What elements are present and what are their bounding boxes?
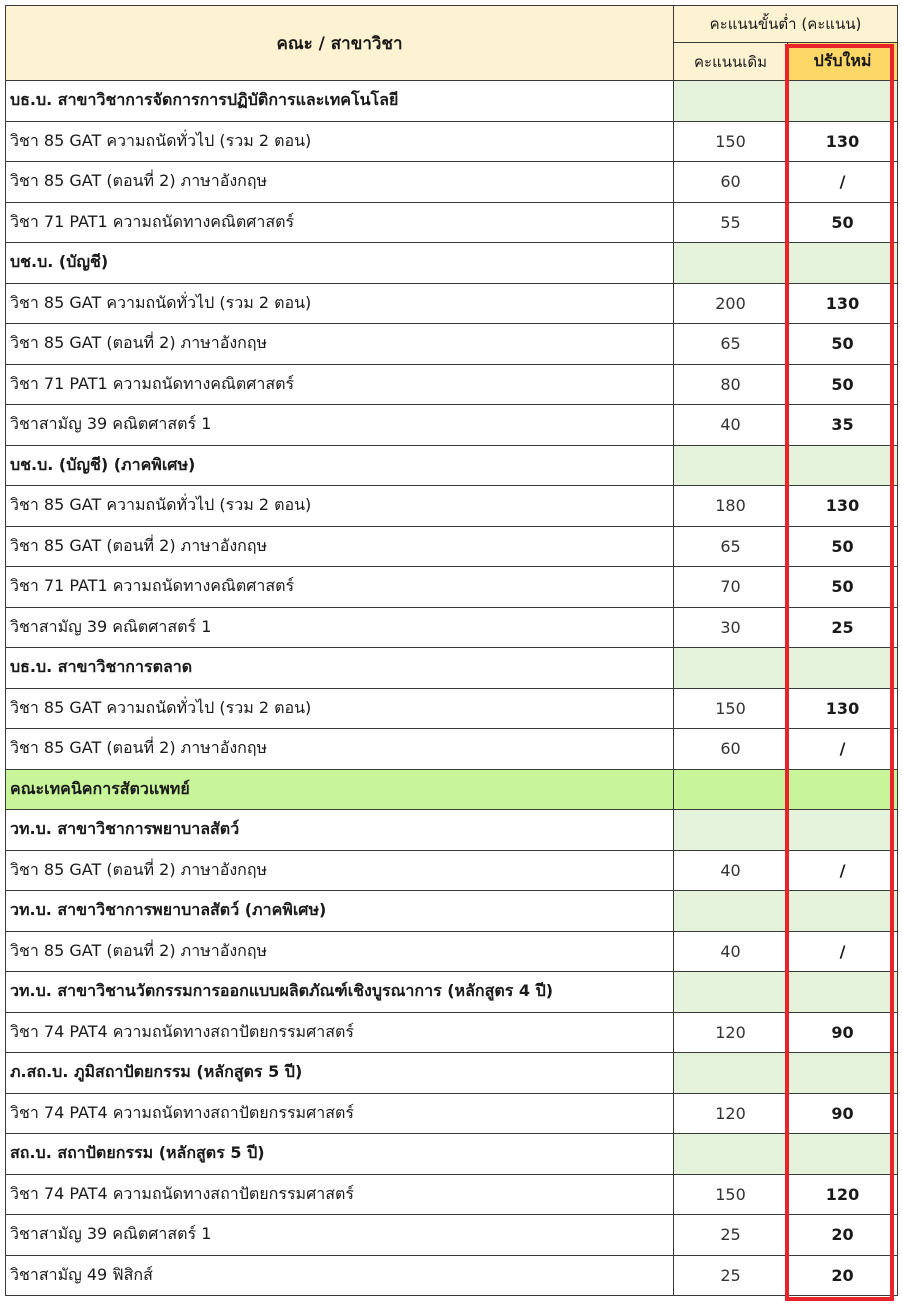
program-label: บธ.บ. สาขาวิชาการตลาด — [6, 648, 674, 689]
new-score-cell: / — [788, 850, 898, 891]
subject-label: วิชาสามัญ 39 คณิตศาสตร์ 1 — [6, 405, 674, 446]
program-label: สถ.บ. สถาปัตยกรรม (หลักสูตร 5 ปี) — [6, 1134, 674, 1175]
empty-new-cell — [788, 243, 898, 284]
old-score-cell: 65 — [674, 324, 788, 365]
faculty-label: คณะเทคนิคการสัตวแพทย์ — [6, 769, 674, 810]
empty-new-cell — [788, 648, 898, 689]
empty-new-cell — [788, 891, 898, 932]
table-row — [6, 931, 898, 972]
subject-label: วิชา 85 GAT (ตอนที่ 2) ภาษาอังกฤษ — [6, 931, 674, 972]
new-score-cell: 50 — [788, 364, 898, 405]
empty-new-cell — [788, 769, 898, 810]
table-row — [6, 567, 898, 608]
subject-label: วิชาสามัญ 39 คณิตศาสตร์ 1 — [6, 607, 674, 648]
faculty-row — [6, 769, 898, 810]
old-score-cell: 150 — [674, 121, 788, 162]
table-row — [6, 162, 898, 203]
section-row — [6, 972, 898, 1013]
subject-label: วิชา 71 PAT1 ความถนัดทางคณิตศาสตร์ — [6, 567, 674, 608]
old-score-cell: 30 — [674, 607, 788, 648]
section-row — [6, 81, 898, 122]
new-score-cell: 120 — [788, 1174, 898, 1215]
new-score-cell: 25 — [788, 607, 898, 648]
program-label: วท.บ. สาขาวิชานวัตกรรมการออกแบบผลิตภัณฑ์เชิงบูรณาการ (หลักสูตร 4 ปี) — [6, 972, 674, 1013]
section-row — [6, 1053, 898, 1094]
subject-label: วิชา 74 PAT4 ความถนัดทางสถาปัตยกรรมศาสตร์ — [6, 1012, 674, 1053]
new-score-cell: 50 — [788, 567, 898, 608]
table-row — [6, 1215, 898, 1256]
new-score-cell: 130 — [788, 121, 898, 162]
table-body — [6, 81, 898, 1296]
empty-new-cell — [788, 1134, 898, 1175]
old-score-cell: 200 — [674, 283, 788, 324]
empty-new-cell — [788, 445, 898, 486]
table-row — [6, 1255, 898, 1296]
empty-old-cell — [674, 243, 788, 284]
subject-label: วิชา 85 GAT (ตอนที่ 2) ภาษาอังกฤษ — [6, 324, 674, 365]
min-score-table — [5, 5, 898, 1296]
section-row — [6, 1134, 898, 1175]
table-row — [6, 1012, 898, 1053]
new-score-cell: 20 — [788, 1215, 898, 1256]
new-score-cell: 90 — [788, 1093, 898, 1134]
new-score-header: ปรับใหม่ — [788, 43, 898, 81]
old-score-header: คะแนนเดิม — [674, 43, 788, 81]
empty-old-cell — [674, 972, 788, 1013]
program-label: วท.บ. สาขาวิชาการพยาบาลสัตว์ — [6, 810, 674, 851]
subject-label: วิชา 85 GAT (ตอนที่ 2) ภาษาอังกฤษ — [6, 850, 674, 891]
faculty-column-header: คณะ / สาขาวิชา — [6, 6, 674, 81]
subject-label: วิชาสามัญ 39 คณิตศาสตร์ 1 — [6, 1215, 674, 1256]
table-row — [6, 607, 898, 648]
new-score-cell: 50 — [788, 202, 898, 243]
table-row — [6, 283, 898, 324]
old-score-cell: 150 — [674, 688, 788, 729]
section-row — [6, 648, 898, 689]
subject-label: วิชา 71 PAT1 ความถนัดทางคณิตศาสตร์ — [6, 202, 674, 243]
subject-label: วิชา 74 PAT4 ความถนัดทางสถาปัตยกรรมศาสตร์ — [6, 1093, 674, 1134]
new-score-cell: / — [788, 931, 898, 972]
subject-label: วิชา 85 GAT ความถนัดทั่วไป (รวม 2 ตอน) — [6, 283, 674, 324]
subject-label: วิชา 74 PAT4 ความถนัดทางสถาปัตยกรรมศาสตร์ — [6, 1174, 674, 1215]
old-score-cell: 40 — [674, 931, 788, 972]
table-row — [6, 526, 898, 567]
min-score-group-header: คะแนนขั้นต่ำ (คะแนน) — [674, 6, 898, 43]
empty-new-cell — [788, 810, 898, 851]
table-row — [6, 850, 898, 891]
subject-label: วิชา 85 GAT ความถนัดทั่วไป (รวม 2 ตอน) — [6, 121, 674, 162]
old-score-cell: 40 — [674, 405, 788, 446]
empty-new-cell — [788, 972, 898, 1013]
empty-old-cell — [674, 769, 788, 810]
old-score-cell: 40 — [674, 850, 788, 891]
empty-old-cell — [674, 810, 788, 851]
section-row — [6, 891, 898, 932]
empty-new-cell — [788, 1053, 898, 1094]
section-row — [6, 243, 898, 284]
program-label: วท.บ. สาขาวิชาการพยาบาลสัตว์ (ภาคพิเศษ) — [6, 891, 674, 932]
old-score-cell: 70 — [674, 567, 788, 608]
empty-new-cell — [788, 81, 898, 122]
new-score-cell: 90 — [788, 1012, 898, 1053]
subject-label: วิชา 85 GAT ความถนัดทั่วไป (รวม 2 ตอน) — [6, 486, 674, 527]
new-score-cell: 50 — [788, 324, 898, 365]
empty-old-cell — [674, 648, 788, 689]
new-score-cell: 130 — [788, 283, 898, 324]
new-score-cell: 50 — [788, 526, 898, 567]
old-score-cell: 180 — [674, 486, 788, 527]
new-score-cell: 130 — [788, 688, 898, 729]
old-score-cell: 120 — [674, 1012, 788, 1053]
new-score-cell: 20 — [788, 1255, 898, 1296]
empty-old-cell — [674, 445, 788, 486]
program-label: บธ.บ. สาขาวิชาการจัดการการปฏิบัติการและเทคโนโลยี — [6, 81, 674, 122]
table-row — [6, 202, 898, 243]
old-score-cell: 25 — [674, 1255, 788, 1296]
subject-label: วิชา 85 GAT (ตอนที่ 2) ภาษาอังกฤษ — [6, 729, 674, 770]
subject-label: วิชา 85 GAT (ตอนที่ 2) ภาษาอังกฤษ — [6, 162, 674, 203]
empty-old-cell — [674, 1053, 788, 1094]
program-label: บช.บ. (บัญชี) (ภาคพิเศษ) — [6, 445, 674, 486]
empty-old-cell — [674, 81, 788, 122]
section-row — [6, 810, 898, 851]
table-row — [6, 1174, 898, 1215]
table-row — [6, 1093, 898, 1134]
table-row — [6, 729, 898, 770]
subject-label: วิชา 85 GAT (ตอนที่ 2) ภาษาอังกฤษ — [6, 526, 674, 567]
empty-old-cell — [674, 1134, 788, 1175]
new-score-cell: / — [788, 729, 898, 770]
table-row — [6, 405, 898, 446]
table-row — [6, 486, 898, 527]
subject-label: วิชาสามัญ 49 ฟิสิกส์ — [6, 1255, 674, 1296]
program-label: บช.บ. (บัญชี) — [6, 243, 674, 284]
program-label: ภ.สถ.บ. ภูมิสถาปัตยกรรม (หลักสูตร 5 ปี) — [6, 1053, 674, 1094]
new-score-cell: 35 — [788, 405, 898, 446]
new-score-cell: / — [788, 162, 898, 203]
old-score-cell: 120 — [674, 1093, 788, 1134]
old-score-cell: 55 — [674, 202, 788, 243]
empty-old-cell — [674, 891, 788, 932]
table-row — [6, 324, 898, 365]
old-score-cell: 25 — [674, 1215, 788, 1256]
section-row — [6, 445, 898, 486]
subject-label: วิชา 71 PAT1 ความถนัดทางคณิตศาสตร์ — [6, 364, 674, 405]
old-score-cell: 60 — [674, 162, 788, 203]
old-score-cell: 150 — [674, 1174, 788, 1215]
old-score-cell: 65 — [674, 526, 788, 567]
old-score-cell: 80 — [674, 364, 788, 405]
table-row — [6, 121, 898, 162]
new-score-cell: 130 — [788, 486, 898, 527]
table-row — [6, 688, 898, 729]
table-row — [6, 364, 898, 405]
old-score-cell: 60 — [674, 729, 788, 770]
subject-label: วิชา 85 GAT ความถนัดทั่วไป (รวม 2 ตอน) — [6, 688, 674, 729]
